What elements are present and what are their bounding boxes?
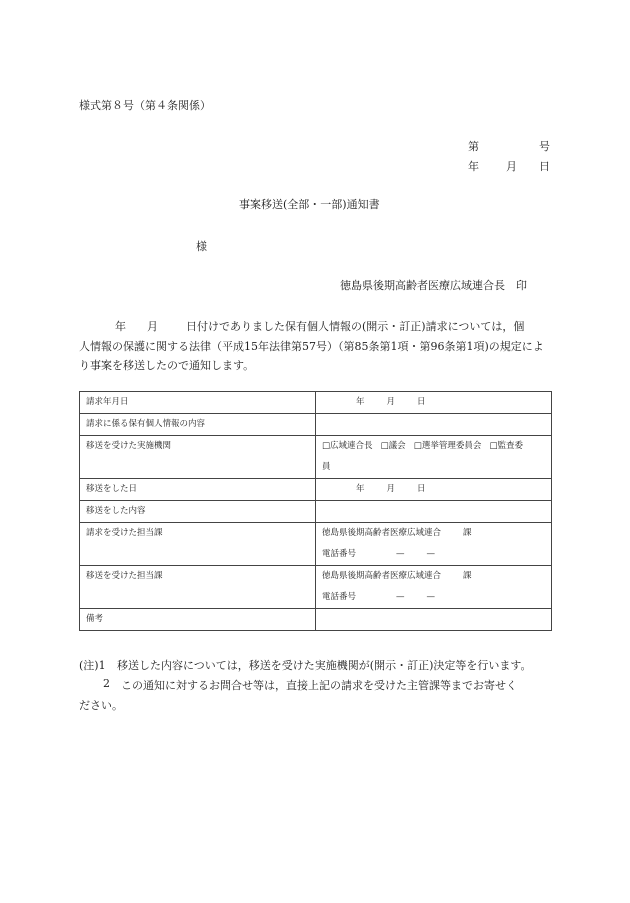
table-row bbox=[80, 609, 552, 631]
document-title: 事案移送(全部・一部)通知書 bbox=[239, 198, 380, 211]
table-row bbox=[80, 523, 552, 566]
body-line1: 日付けでありました保有個人情報の(開示・訂正)請求については，個 bbox=[186, 320, 525, 333]
table-row bbox=[80, 414, 552, 436]
doc-number-prefix: 第 bbox=[468, 140, 479, 153]
body-line3: り事案を移送したので通知します。 bbox=[79, 359, 255, 372]
table-row bbox=[80, 392, 552, 414]
addressee-suffix: 様 bbox=[196, 240, 207, 253]
option-election-committee[interactable]: □選挙管理委員会 bbox=[413, 441, 482, 451]
table-row bbox=[80, 566, 552, 609]
body-year: 年 bbox=[115, 320, 126, 333]
request-date-cell: 年 月 日 bbox=[316, 392, 552, 414]
receiving-dept-cell: 徳島県後期高齢者医療広域連合 課 電話番号 — — bbox=[316, 566, 552, 609]
sender-line: 徳島県後期高齢者医療広域連合長 印 bbox=[340, 279, 527, 292]
row-label: 移送をした日 bbox=[80, 479, 316, 501]
note-2-prefix: 2 bbox=[103, 677, 110, 690]
date-day: 日 bbox=[539, 160, 550, 173]
info-content-cell bbox=[316, 414, 552, 436]
option-audit-committee-cont: 員 bbox=[322, 462, 331, 472]
agency-options-cell bbox=[316, 436, 552, 479]
row-label: 請求年月日 bbox=[80, 392, 316, 414]
doc-number-suffix: 号 bbox=[539, 140, 550, 153]
note-1-prefix: (注)1 bbox=[79, 659, 106, 672]
note-2-text-line1: この通知に対するお問合せ等は，直接上記の請求を受けた主管課等までお寄せく bbox=[121, 679, 517, 692]
notification-table bbox=[79, 391, 552, 631]
row-label: 移送をした内容 bbox=[80, 501, 316, 523]
note-1-text: 移送した内容については，移送を受けた実施機関が(開示・訂正)決定等を行います。 bbox=[117, 659, 532, 672]
table-row bbox=[80, 436, 552, 479]
table-row bbox=[80, 479, 552, 501]
remarks-cell bbox=[316, 609, 552, 631]
row-label: 備考 bbox=[80, 609, 316, 631]
body-line2: 人情報の保護に関する法律（平成15年法律第57号）（第85条第1項・第96条第1項)の規定によ bbox=[79, 340, 544, 353]
option-audit-committee[interactable]: □監査委 bbox=[489, 441, 523, 451]
table-row bbox=[80, 501, 552, 523]
note-2-text-line2: ださい。 bbox=[79, 699, 123, 712]
row-label: 移送を受けた実施機関 bbox=[80, 436, 316, 479]
form-number: 様式第８号（第４条関係） bbox=[79, 99, 211, 112]
row-label: 移送を受けた担当課 bbox=[80, 566, 316, 609]
date-year: 年 bbox=[468, 160, 479, 173]
option-assembly[interactable]: □議会 bbox=[380, 441, 406, 451]
date-month: 月 bbox=[506, 160, 517, 173]
transfer-content-cell bbox=[316, 501, 552, 523]
option-chairman[interactable]: □広域連合長 bbox=[322, 441, 373, 451]
row-label: 請求を受けた担当課 bbox=[80, 523, 316, 566]
transfer-date-cell: 年 月 日 bbox=[316, 479, 552, 501]
body-month: 月 bbox=[147, 320, 158, 333]
requesting-dept-cell: 徳島県後期高齢者医療広域連合 課 電話番号 — — bbox=[316, 523, 552, 566]
row-label: 請求に係る保有個人情報の内容 bbox=[80, 414, 316, 436]
